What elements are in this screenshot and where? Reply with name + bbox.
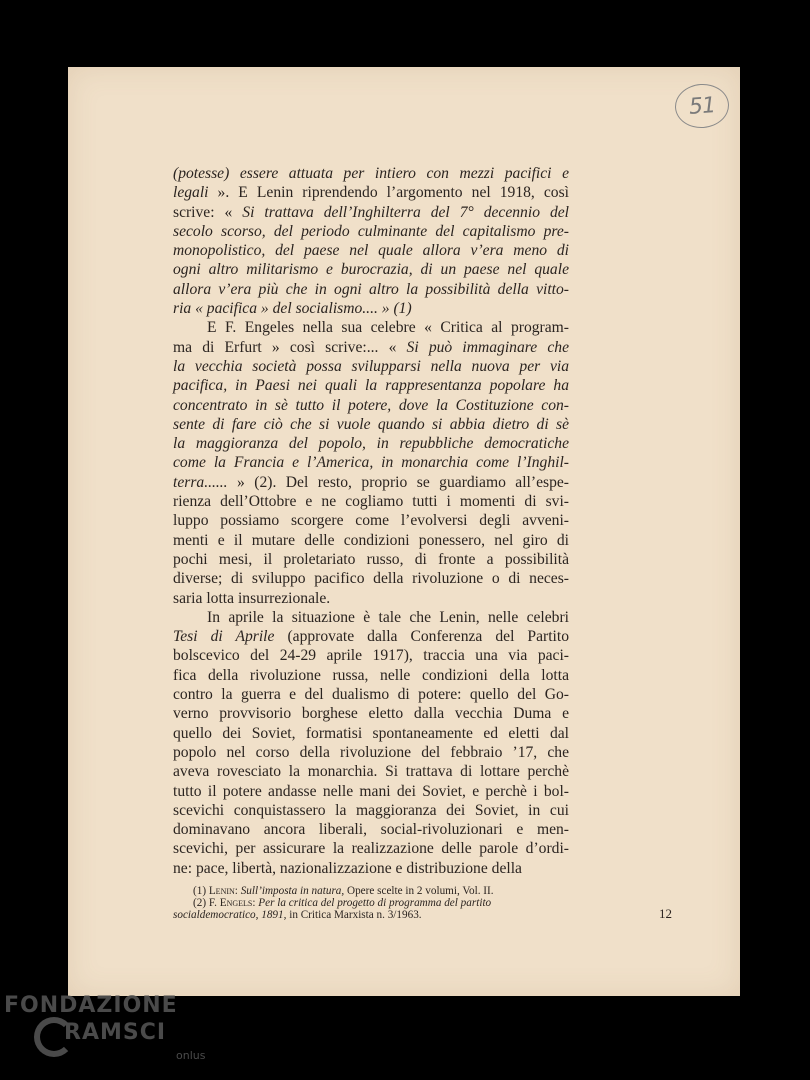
text-segment: terra...... (173, 473, 228, 491)
paragraph (173, 164, 569, 318)
text-line (173, 280, 569, 299)
text-line (173, 376, 569, 395)
footnote-segment: (1) (193, 885, 209, 897)
text-segment: ma di Erfurt » così scrive:... « (173, 338, 407, 356)
text-segment: dominavano ancora liberali, social-rivoluzionari e men- (173, 821, 569, 839)
text-segment: Si trattava dell’Inghilterra del 7° decennio del (242, 203, 569, 221)
text-line (173, 704, 569, 723)
text-line (173, 646, 569, 665)
text-line (173, 222, 569, 241)
fondazione-gramsci-watermark (4, 993, 204, 1063)
footnote-line (173, 897, 573, 909)
text-segment: ne: pace, libertà, nazionalizzazione e distribuzione della (173, 859, 522, 877)
footnote-segment: : (234, 885, 241, 897)
text-segment: ogni altro militarismo e burocrazia, di un paese nel quale (173, 261, 569, 279)
text-line (173, 299, 569, 318)
text-line (173, 183, 569, 202)
footnote-segment: : (252, 897, 259, 910)
text-line (173, 782, 569, 801)
text-line (173, 396, 569, 415)
text-segment: bolscevico del 24-29 aprile 1917), traccia una via paci- (173, 647, 569, 665)
text-line (173, 338, 569, 357)
text-line (173, 608, 569, 627)
text-segment: monopolistico, del paese nel quale allora v’era meno di (173, 242, 569, 260)
footnote-line (173, 885, 573, 897)
text-line (173, 743, 569, 762)
text-segment: scevichi conquistassero la maggioranza dei Soviet, in cui (173, 801, 569, 819)
text-segment: pacifica, in Paesi nei quali la rappresentanza popolare ha (173, 377, 569, 395)
footnote-segment: (2) F. (193, 897, 220, 910)
text-segment: » (2). Del resto, proprio se guardiamo all’espe- (227, 473, 569, 491)
text-segment: pochi mesi, il proletariato russo, di fronte a possibilità (173, 550, 569, 568)
text-line (173, 531, 569, 550)
text-segment: secolo scorso, del periodo culminante del capitalismo pre- (173, 222, 569, 240)
text-segment: In aprile la situazione è tale che Lenin, nelle celebri (207, 608, 569, 626)
text-line (173, 839, 569, 858)
text-segment: verno provvisorio borghese eletto dalla vecchia Duma e (173, 705, 569, 723)
paragraph (173, 608, 569, 878)
text-line (173, 685, 569, 704)
text-line (173, 164, 569, 183)
text-segment: E F. Engeles nella sua celebre « Critica al program- (207, 319, 569, 337)
text-line (173, 473, 569, 492)
text-line (173, 241, 569, 260)
text-line (173, 801, 569, 820)
text-segment: (approvate dalla Conferenza del Partito (274, 628, 569, 646)
text-line (173, 511, 569, 530)
text-segment: ». E Lenin riprendendo l’argomento nel 1918, così (208, 184, 569, 202)
text-segment: scrive: « (173, 203, 243, 221)
text-segment: contro la guerra e del dualismo di potere: quello del Go- (173, 686, 569, 704)
watermark-line-1: FONDAZIONE (4, 993, 178, 1018)
text-segment: la vecchia società possa svilupparsi nella nuova per via (173, 357, 569, 375)
text-segment: scevichi, per assicurare la realizzazione delle parole d’ordi- (173, 840, 569, 858)
text-segment: (potesse) essere attuata per intiero con mezzi pacifici e (173, 165, 569, 182)
text-segment: aveva rovesciato la monarchia. Si trattava di lottare perchè (173, 763, 569, 781)
text-line (173, 724, 569, 743)
text-segment: diverse; di sviluppo pacifico della rivoluzione o di neces- (173, 570, 569, 588)
text-line (173, 589, 569, 608)
text-line (173, 666, 569, 685)
footnotes (173, 885, 573, 922)
text-segment: saria lotta insurrezionale. (173, 589, 331, 607)
text-segment: popolo nel corso della rivoluzione del febbraio ’17, che (173, 743, 569, 761)
text-segment: allora v’era più che in ogni altro la possibilità della vitto- (173, 280, 569, 298)
watermark-line-3: onlus (176, 1049, 206, 1062)
text-line (173, 627, 569, 646)
text-line (173, 203, 569, 222)
text-segment: fica della rivoluzione russa, nelle condizioni della lotta (173, 666, 569, 684)
text-segment: quello dei Soviet, formatisi spontaneamente ed eletti dal (173, 724, 569, 742)
text-line (173, 820, 569, 839)
text-segment: legali (173, 184, 209, 202)
archive-number-stamp: 51 (674, 82, 731, 130)
text-line (173, 859, 569, 878)
text-segment: luppo possiamo scorgere come l’evolversi degli avveni- (173, 512, 569, 530)
footnote-segment: Opere scelte in 2 volumi, Vol. II. (344, 885, 494, 897)
text-line (173, 357, 569, 376)
footnote-segment: Lenin (208, 885, 235, 897)
text-line (173, 260, 569, 279)
text-segment: concentrato in sè tutto il potere, dove la Costituzione con- (173, 396, 569, 414)
footnote-line (173, 909, 573, 921)
watermark-line-2: RAMSCI (64, 1020, 167, 1045)
text-line (173, 550, 569, 569)
text-segment: Tesi di Aprile (173, 628, 275, 646)
text-line (173, 762, 569, 781)
footnote-segment: Engels (219, 897, 253, 910)
text-segment: Si può immaginare che (406, 338, 569, 356)
text-segment: ria « pacifica » del socialismo.... » (1) (173, 300, 412, 318)
text-line (173, 415, 569, 434)
text-segment: sente di fare ciò che si vuole quando si abbia dietro di sè (173, 415, 569, 433)
text-segment: rienza dell’Ottobre e ne cogliamo tutti i momenti di svi- (173, 493, 569, 511)
body-text (173, 164, 569, 878)
text-line (173, 434, 569, 453)
text-line (173, 318, 569, 337)
paragraph (173, 318, 569, 607)
text-line (173, 569, 569, 588)
text-line (173, 492, 569, 511)
text-line (173, 453, 569, 472)
text-segment: tutto il potere andasse nelle mani dei Soviet, e perchè i bol- (173, 782, 569, 800)
footnote-segment: socialdemocratico, 1891, (173, 909, 287, 922)
footnote-segment: Sull’imposta in natura, (240, 885, 345, 897)
footnote-segment: in Critica Marxista n. 3/1963. (286, 909, 422, 922)
page-number: 12 (659, 906, 672, 921)
text-segment: menti e il mutare delle condizioni ponessero, nel giro di (173, 531, 569, 549)
text-segment: la maggioranza del popolo, in repubbliche democratiche (173, 435, 569, 453)
text-segment: come la Francia e l’America, in monarchia come l’Inghil- (173, 454, 569, 472)
footnote-segment: Per la critica del progetto di programma del partito (258, 897, 492, 910)
